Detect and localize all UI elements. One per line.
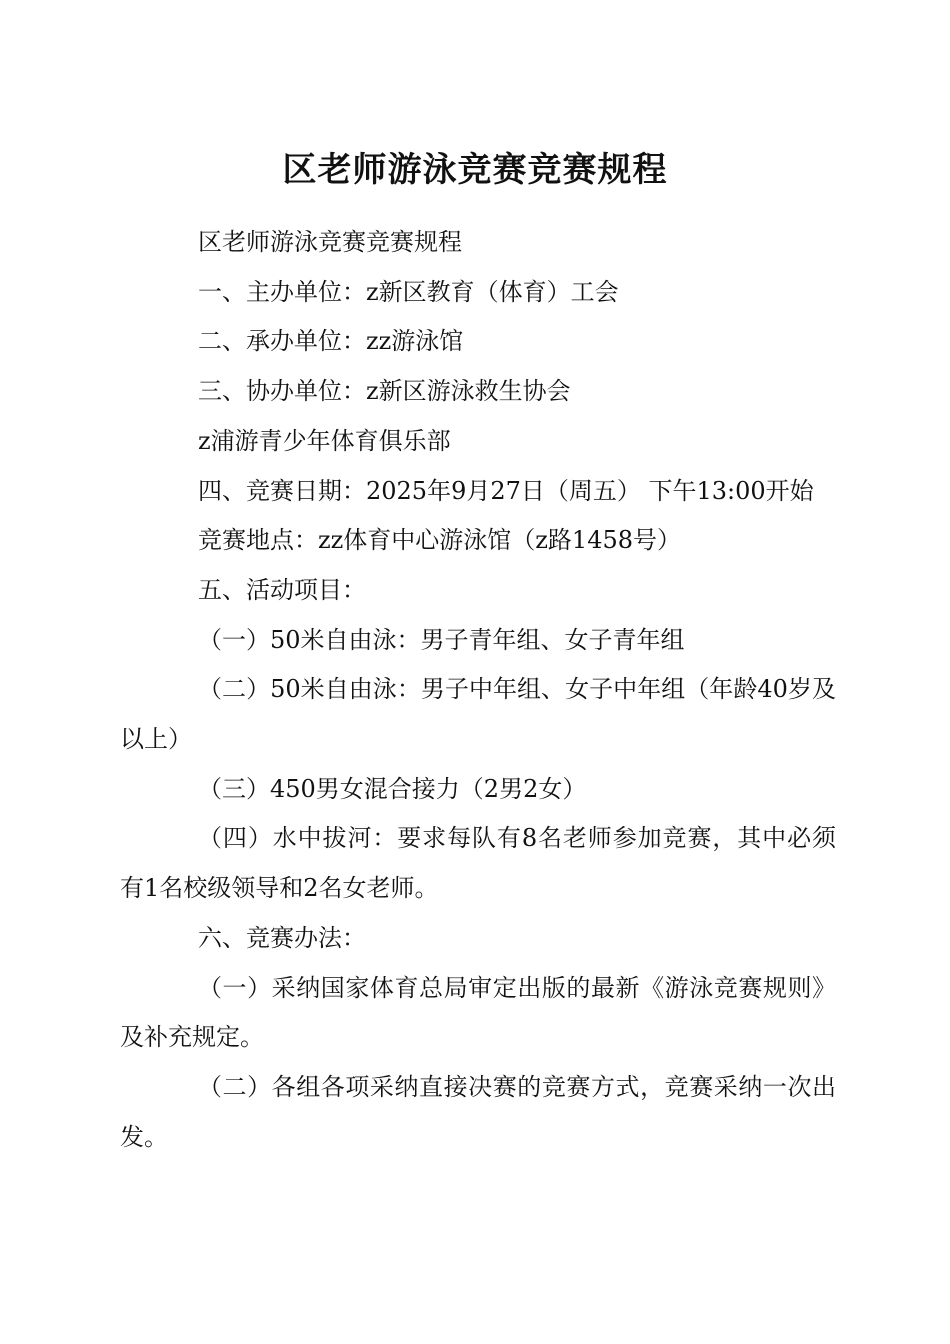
paragraph: 四、竞赛日期：2025年9月27日（周五） 下午13:00开始 — [198, 476, 814, 505]
paragraph: 区老师游泳竞赛竞赛规程 — [198, 228, 462, 256]
paragraph: 竞赛地点：zz体育中心游泳馆（z路1458号） — [198, 526, 682, 555]
paragraph: （一）采纳国家体育总局审定出版的最新《游泳竞赛规则》及补充规定。 — [120, 973, 836, 1052]
document-title: 区老师游泳竞赛竞赛规程 — [282, 150, 668, 190]
paragraph: 一、主办单位：z新区教育（体育）工会 — [198, 277, 619, 306]
paragraph: z浦游青少年体育俱乐部 — [198, 426, 451, 455]
paragraph: （三）450男女混合接力（2男2女） — [198, 774, 587, 803]
paragraph: 三、协办单位：z新区游泳救生协会 — [198, 377, 571, 406]
paragraph: （二）各组各项采纳直接决赛的竞赛方式，竞赛采纳一次出发。 — [120, 1072, 836, 1151]
paragraph: 五、活动项目： — [198, 575, 366, 604]
paragraph: 六、竞赛办法： — [198, 923, 366, 952]
document-body — [120, 218, 836, 1162]
paragraph: 二、承办单位：zz游泳馆 — [198, 327, 464, 356]
paragraph: （四）水中拔河：要求每队有8名老师参加竞赛，其中必须有1名校级领导和2名女老师。 — [120, 824, 836, 903]
paragraph: （二）50米自由泳：男子中年组、女子中年组（年龄40岁及以上） — [120, 675, 836, 754]
paragraph: （一）50米自由泳：男子青年组、女子青年组 — [198, 625, 685, 654]
